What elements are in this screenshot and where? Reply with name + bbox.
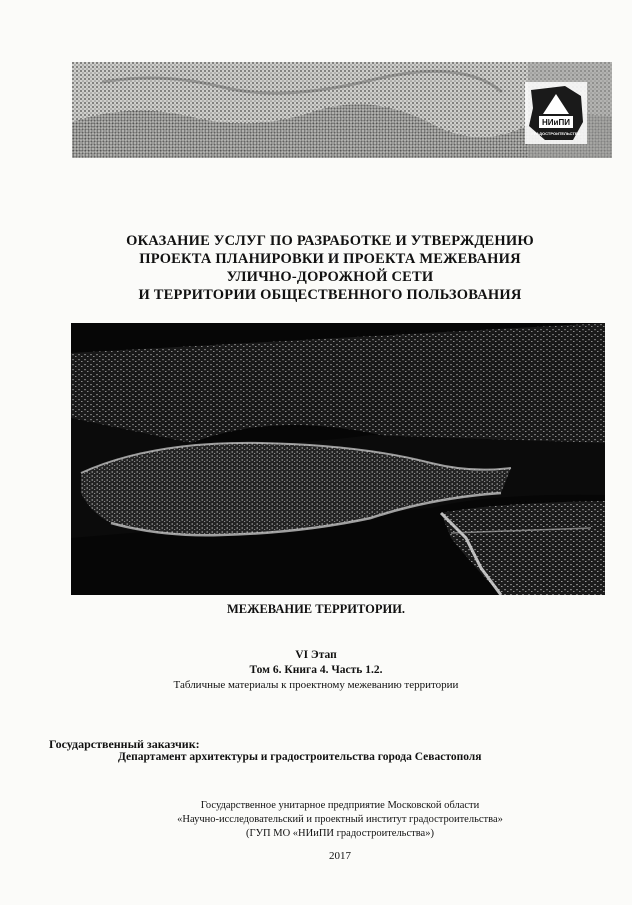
volume-label: Том 6. Книга 4. Часть 1.2. (249, 664, 383, 676)
title-line-2: ПРОЕКТА ПЛАНИРОВКИ И ПРОЕКТА МЕЖЕВАНИЯ (139, 251, 521, 267)
publication-year: 2017 (329, 850, 351, 862)
organization-line-2: «Научно-исследовательский и проектный институт градостроительства» (177, 814, 503, 825)
section-title: МЕЖЕВАНИЕ ТЕРРИТОРИИ. (226, 602, 406, 616)
volume-description: Табличные материалы к проектному межеванию территории (173, 679, 459, 691)
organization-line-1: Государственное унитарное предприятие Московской области (200, 800, 480, 811)
customer-name: Департамент архитектуры и градостроительства города Севастополя (118, 751, 482, 763)
organization-block (0, 799, 632, 841)
stage-block (0, 648, 632, 693)
title-line-3: УЛИЧНО-ДОРОЖНОЙ СЕТИ (226, 269, 434, 285)
organization-line-3: (ГУП МО «НИиПИ градостроительства») (246, 828, 434, 839)
logo-text: НИиПИ (542, 118, 570, 127)
title-line-1: ОКАЗАНИЕ УСЛУГ ПО РАЗРАБОТКЕ И УТВЕРЖДЕНИЮ (126, 233, 534, 249)
document-title (60, 232, 600, 304)
aerial-city-photo (71, 323, 605, 595)
title-line-4: И ТЕРРИТОРИИ ОБЩЕСТВЕННОГО ПОЛЬЗОВАНИЯ (138, 287, 522, 303)
institute-logo (525, 82, 587, 144)
logo-subtext: ГРАДОСТРОИТЕЛЬСТВА (531, 131, 581, 136)
customer-label: Государственный заказчик: (49, 737, 200, 751)
stage-label: VI Этап (295, 649, 337, 661)
